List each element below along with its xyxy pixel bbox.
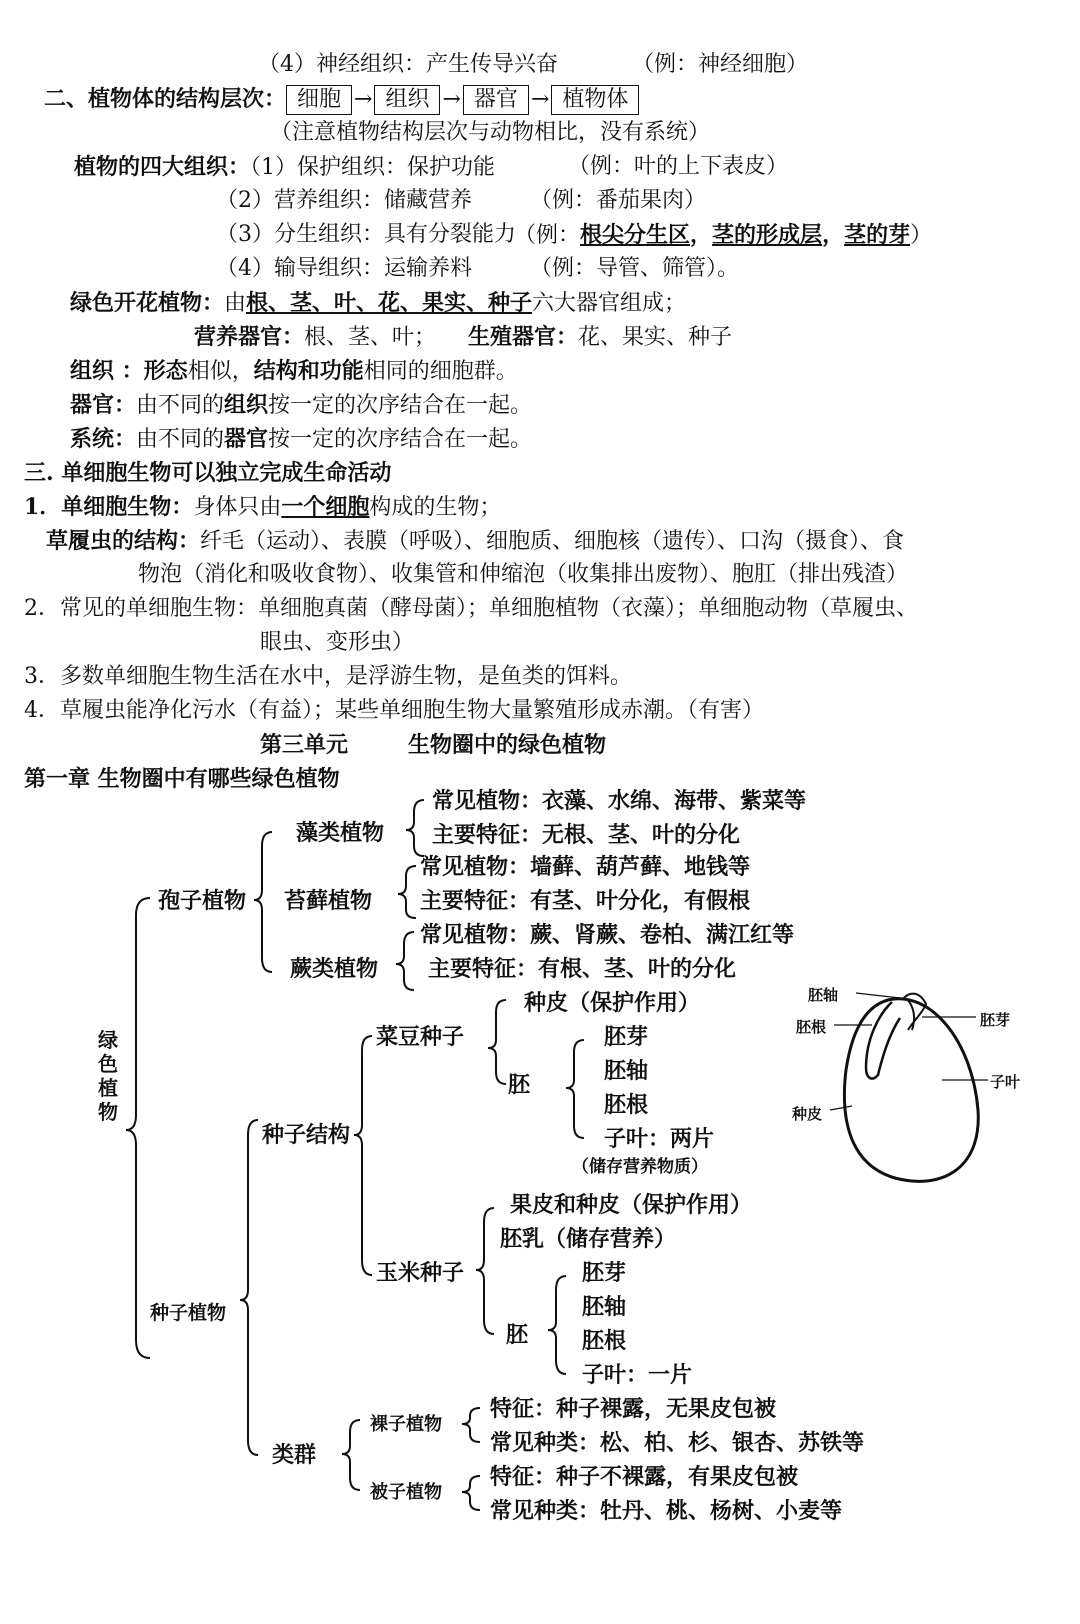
label-radicle: 胚根 xyxy=(796,1018,827,1036)
corn-embryo: 胚 xyxy=(506,1322,529,1348)
label-plumule: 胚芽 xyxy=(980,1011,1011,1029)
paramecium-structure-line2: 物泡（消化和吸收食物）、收集管和伸缩泡（收集排出废物）、胞肛（排出残渣） xyxy=(138,562,909,587)
node-algae: 藻类植物 xyxy=(296,820,385,846)
label-hypocotyl: 胚轴 xyxy=(808,986,839,1004)
conductive-tissue: （4）输导组织：运输养料 xyxy=(216,256,472,281)
bean-plumule: 胚芽 xyxy=(604,1024,649,1050)
node-seed-plants: 种子植物 xyxy=(150,1302,227,1324)
bean-radicle: 胚根 xyxy=(604,1092,649,1118)
embryo-axis-shape xyxy=(866,1002,900,1079)
tree-root-green-plants: 绿色植物 xyxy=(98,1028,118,1124)
arrow-icon: → xyxy=(530,87,550,112)
node-spore-plants: 孢子植物 xyxy=(158,888,247,914)
unicellular-definition: 1．单细胞生物：身体只由一个细胞构成的生物； xyxy=(24,494,502,520)
algae-features: 主要特征：无根、茎、叶的分化 xyxy=(432,822,741,848)
plant-levels-heading: 二、植物体的结构层次： xyxy=(44,86,287,112)
meristem-tissue: （3）分生组织：具有分裂能力 xyxy=(216,222,516,247)
common-unicellular-line1: 2．常见的单细胞生物：单细胞真菌（酵母菌）；单细胞植物（衣藻）；单细胞动物（草履虫、 xyxy=(24,596,919,621)
node-bean-seed: 菜豆种子 xyxy=(376,1024,465,1050)
fern-features: 主要特征：有根、茎、叶的分化 xyxy=(428,956,737,982)
point-4-line: 4．草履虫能净化污水（有益）；某些单细胞生物大量繁殖形成赤潮。（有害） xyxy=(24,698,764,723)
gymno-examples: 常见种类：松、柏、杉、银杏、苏铁等 xyxy=(490,1430,865,1456)
moss-features: 主要特征：有茎、叶分化，有假根 xyxy=(420,888,751,914)
label-seed-coat: 种皮 xyxy=(792,1105,823,1123)
note-no-system: （注意植物结构层次与动物相比，没有系统） xyxy=(270,120,711,145)
corn-endosperm: 胚乳（储存营养） xyxy=(500,1226,677,1252)
level-box-organ: 器官 xyxy=(463,85,529,115)
node-moss: 苔藓植物 xyxy=(284,888,373,914)
paramecium-structure-line1: 草履虫的结构：纤毛（运动）、表膜（呼吸）、细胞质、细胞核（遗传）、口沟（摄食）、食 xyxy=(46,528,905,554)
arrow-icon: → xyxy=(442,87,461,112)
gymno-features: 特征：种子裸露，无果皮包被 xyxy=(490,1396,777,1422)
moss-common: 常见植物：墙藓、葫芦藓、地钱等 xyxy=(420,854,751,880)
unit-three-label: 第三单元 xyxy=(260,732,349,758)
protective-example: （例：叶的上下表皮） xyxy=(568,154,789,179)
section-unicellular-heading: 三. 单细胞生物可以独立完成生命活动 xyxy=(24,460,392,486)
bean-seed-coat: 种皮（保护作用） xyxy=(524,990,701,1016)
conductive-example: （例：导管、筛管）。 xyxy=(530,256,740,281)
level-box-cell: 细胞 xyxy=(286,85,352,115)
corn-plumule: 胚芽 xyxy=(582,1260,627,1286)
algae-common: 常见植物：衣藻、水绵、海带、紫菜等 xyxy=(432,788,807,814)
organ-definition: 器官：由不同的组织按一定的次序结合在一起。 xyxy=(70,392,533,418)
corn-radicle: 胚根 xyxy=(582,1328,627,1354)
chapter-one-title: 第一章 生物圈中有哪些绿色植物 xyxy=(24,766,340,792)
angio-features: 特征：种子不裸露，有果皮包被 xyxy=(490,1464,799,1490)
node-seed-structure: 种子结构 xyxy=(262,1122,351,1148)
tissue-definition: 组织 ：形态相似，结构和功能相同的细胞群。 xyxy=(70,358,518,384)
system-definition: 系统：由不同的器官按一定的次序结合在一起。 xyxy=(70,426,533,452)
corn-cotyledon: 子叶：一片 xyxy=(582,1362,693,1388)
node-groups: 类群 xyxy=(272,1442,317,1468)
corn-pericarp: 果皮和种皮（保护作用） xyxy=(510,1192,753,1218)
node-gymnosperms: 裸子植物 xyxy=(370,1414,442,1435)
line-nerve-tissue: （4）神经组织：产生传导兴奋 xyxy=(258,52,558,77)
flowering-plant-line: 绿色开花植物：由根、茎、叶、花、果实、种子六大器官组成； xyxy=(70,290,687,316)
angio-examples: 常见种类：牡丹、桃、杨树、小麦等 xyxy=(490,1498,843,1524)
line-nerve-example: （例：神经细胞） xyxy=(632,52,809,77)
label-cotyledon: 子叶 xyxy=(990,1073,1021,1091)
bean-embryo: 胚 xyxy=(508,1072,531,1098)
level-box-plant: 植物体 xyxy=(551,85,639,115)
bean-hypocotyl: 胚轴 xyxy=(604,1058,649,1084)
nutritive-tissue: （2）营养组织：储藏营养 xyxy=(216,188,472,213)
node-fern: 蕨类植物 xyxy=(290,956,379,982)
meristem-example: （例：根尖分生区，茎的形成层，茎的芽） xyxy=(514,222,933,248)
bean-cotyledon: 子叶：两片 xyxy=(604,1126,715,1152)
fern-common: 常见植物：蕨、肾蕨、卷柏、满江红等 xyxy=(420,922,795,948)
corn-hypocotyl: 胚轴 xyxy=(582,1294,627,1320)
unit-three-title: 生物圈中的绿色植物 xyxy=(408,732,607,758)
node-corn-seed: 玉米种子 xyxy=(376,1260,465,1286)
four-tissues-line: 植物的四大组织：（1）保护组织：保护功能 xyxy=(74,154,496,180)
node-angiosperms: 被子植物 xyxy=(370,1482,442,1503)
level-box-tissue: 组织 xyxy=(374,85,440,115)
nutritive-example: （例：番茄果肉） xyxy=(530,188,707,213)
common-unicellular-line2: 眼虫、变形虫） xyxy=(260,630,415,655)
point-3-line: 3．多数单细胞生物生活在水中，是浮游生物，是鱼类的饵料。 xyxy=(24,664,632,689)
bean-cotyledon-note: （储存营养物质） xyxy=(572,1157,708,1177)
organ-types-line: 营养器官：根、茎、叶； 生殖器官：花、果实、种子 xyxy=(194,324,733,350)
arrow-icon: → xyxy=(354,87,373,112)
